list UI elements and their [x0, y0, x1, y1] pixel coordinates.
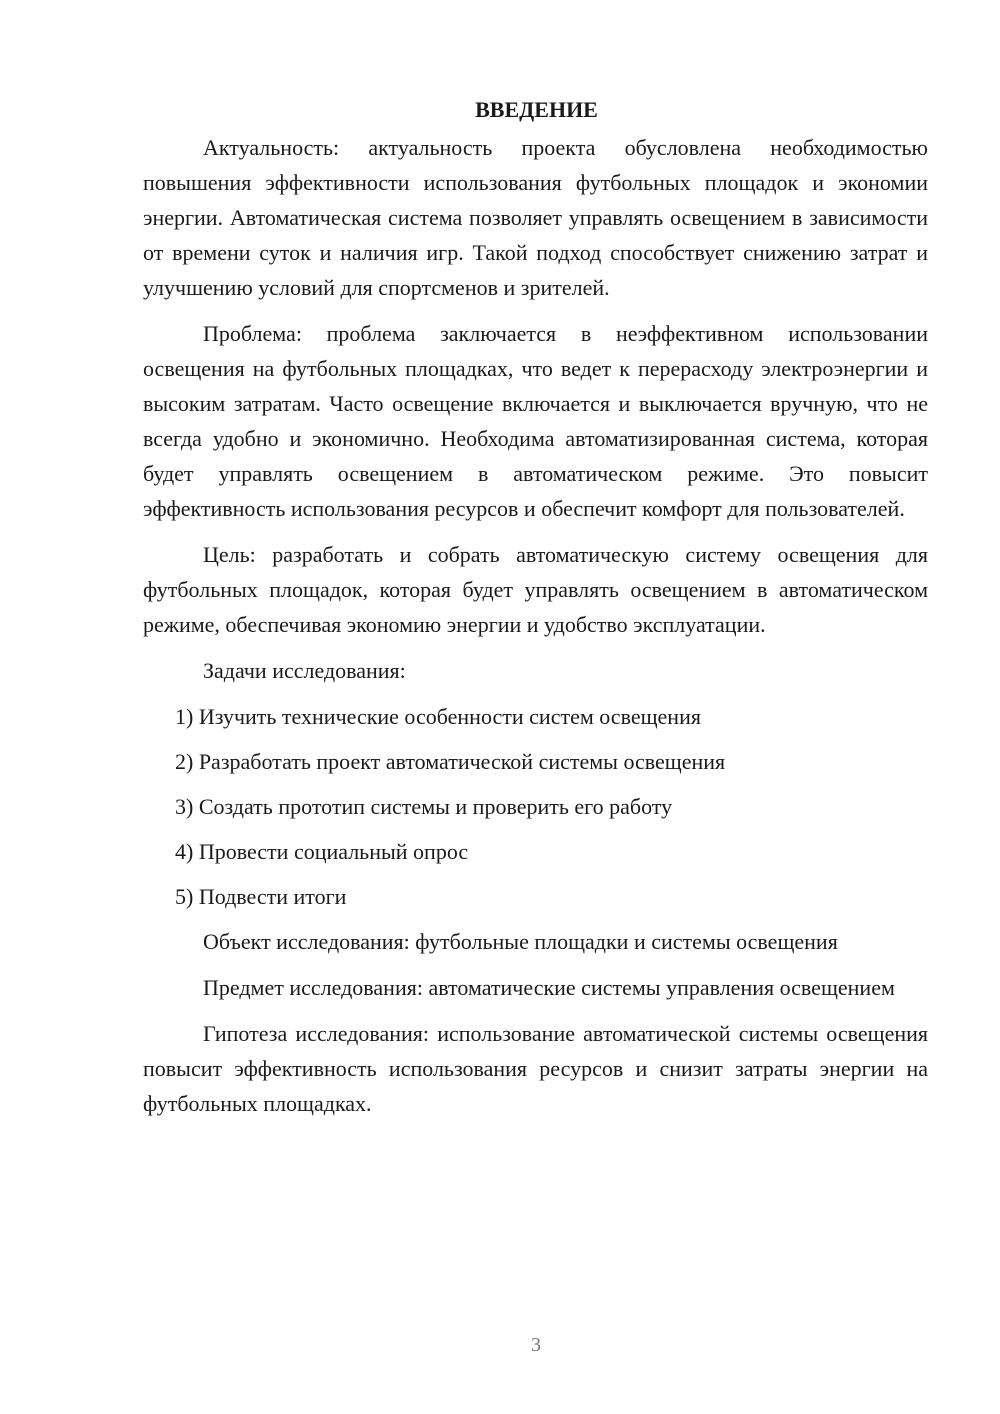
subject-paragraph: Предмет исследования: автоматические системы управления освещением [203, 975, 895, 1000]
relevance-paragraph: Актуальность: актуальность проекта обусловлена необходимостью повышения эффективности использования футбольных площадок и экономии энергии. Автоматическая система позволяет управлять освещением в зависимости от времени суток и наличия игр. Такой подход способствует снижению затрат и улучшению условий для спортсменов и зрителей. [143, 135, 928, 300]
object-paragraph: Объект исследования: футбольные площадки и системы освещения [203, 929, 838, 954]
problem-paragraph: Проблема: проблема заключается в неэффективном использовании освещения на футбольных площадках, что ведет к перерасходу электроэнергии и высоким затратам. Часто освещение включается и выключается вручную, что не всегда удобно и экономично. Необходима автоматизированная система, которая будет управлять освещением в автоматическом режиме. Это повысит эффективность использования ресурсов и обеспечит комфорт для пользователей. [143, 321, 928, 521]
list-item: 5) Подвести итоги [175, 884, 347, 909]
hypothesis-paragraph: Гипотеза исследования: использование автоматической системы освещения повысит эффективность использования ресурсов и снизит затраты энергии на футбольных площадках. [143, 1021, 928, 1116]
list-item: 3) Создать прототип системы и проверить его работу [175, 794, 673, 819]
list-item: 2) Разработать проект автоматической системы освещения [175, 749, 726, 774]
tasks-heading: Задачи исследования: [203, 658, 406, 683]
page-title: ВВЕДЕНИЕ [475, 97, 598, 122]
tasks-list [143, 699, 928, 914]
list-item: 4) Провести социальный опрос [175, 839, 469, 864]
goal-paragraph: Цель: разработать и собрать автоматическую систему освещения для футбольных площадок, которая будет управлять освещением в автоматическом режиме, обеспечивая экономию энергии и удобство эксплуатации. [143, 542, 928, 637]
list-item: 1) Изучить технические особенности систем освещения [175, 704, 701, 729]
document-page [143, 92, 928, 1132]
page-number: 3 [531, 1334, 541, 1356]
